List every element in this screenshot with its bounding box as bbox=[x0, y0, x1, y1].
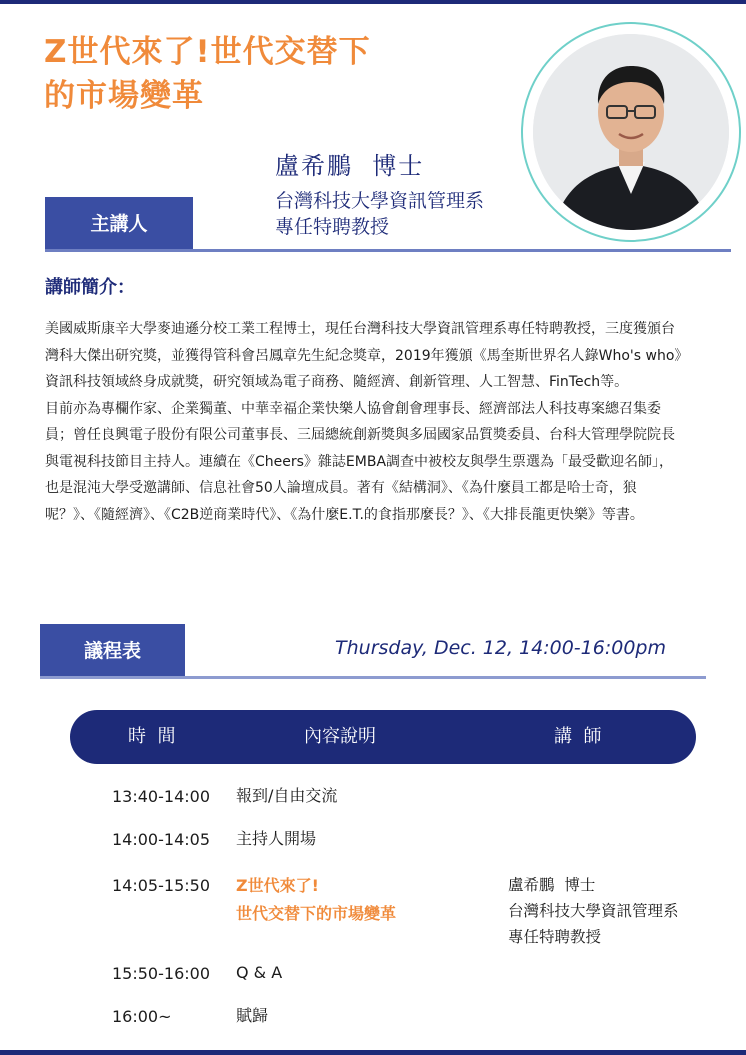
bio-paragraph-2: 目前亦為專欄作家、企業獨董、中華幸福企業快樂人協會創會理事長、經濟部法人科技專案總召集委員；曾任良興電子股份有限公司董事長、三屆總統創新獎與多屆國家品質獎委員、台科大管理學院院長與電視科技節目主持人。連續在《Cheers》雜誌EMBA調查中被校友與學生票選為「最受歡迎名師」，也是混沌大學受邀講師、信息社會50人論壇成員。著有《結構洞》、《為什麼員工都是哈士奇，狼呢？》、《隨經濟》、《C2B逆商業時代》、《為什麼E.T.的食指那麼長？》、《大排長龍更快樂》等書。 bbox=[45, 400, 675, 523]
speaker-divider bbox=[45, 249, 731, 252]
agenda-table-header bbox=[70, 710, 696, 764]
row-content-line2: 世代交替下的市場變革 bbox=[236, 904, 397, 923]
header-content: 內容說明 bbox=[304, 726, 376, 747]
row-time: 16:00~ bbox=[112, 1007, 172, 1026]
header-speaker: 講 師 bbox=[554, 726, 602, 747]
row-speaker bbox=[508, 872, 679, 950]
bottom-border bbox=[0, 1050, 746, 1055]
agenda-label: 議程表 bbox=[40, 624, 185, 678]
row-content: 報到/自由交流 bbox=[236, 786, 338, 805]
event-title bbox=[44, 30, 464, 118]
row-speaker-line3: 專任特聘教授 bbox=[508, 928, 602, 946]
row-content: 主持人開場 bbox=[236, 829, 317, 848]
event-title-line2: 的市場變革 bbox=[44, 78, 204, 114]
row-time: 15:50-16:00 bbox=[112, 964, 210, 983]
bio-heading: 講師簡介： bbox=[45, 277, 135, 298]
speaker-portrait-icon bbox=[533, 34, 729, 230]
top-border bbox=[0, 0, 746, 4]
bio-text bbox=[45, 316, 685, 528]
agenda-date: Thursday, Dec. 12, 14:00-16:00pm bbox=[335, 637, 666, 659]
bio-paragraph-1: 美國威斯康辛大學麥迪遜分校工業工程博士，現任台灣科技大學資訊管理系專任特聘教授，三度獲頒台灣科大傑出研究獎，並獲得管科會呂鳳章先生紀念獎章，2019年獲頒《馬奎斯世界名人錄Who's who》資訊科技領域終身成就獎，研究領域為電子商務、隨經濟、創新管理、人工智慧、FinTech等。 bbox=[45, 321, 682, 390]
event-title-line1: Z世代來了!世代交替下 bbox=[44, 34, 371, 70]
row-speaker-line1: 盧希鵬 博士 bbox=[508, 876, 596, 894]
row-time: 14:00-14:05 bbox=[112, 830, 210, 849]
speaker-photo bbox=[533, 34, 729, 230]
speaker-label: 主講人 bbox=[45, 197, 193, 251]
speaker-affiliation-line1: 台灣科技大學資訊管理系 bbox=[275, 190, 485, 212]
row-time: 14:05-15:50 bbox=[112, 876, 210, 895]
agenda-divider bbox=[40, 676, 706, 679]
speaker-affiliation-line2: 專任特聘教授 bbox=[275, 216, 390, 238]
header-time: 時 間 bbox=[128, 726, 176, 747]
row-content: 賦歸 bbox=[236, 1006, 269, 1025]
row-content: Q & A bbox=[236, 963, 283, 982]
row-time: 13:40-14:00 bbox=[112, 787, 210, 806]
speaker-affiliation bbox=[275, 188, 484, 240]
speaker-name: 盧希鵬 博士 bbox=[275, 152, 425, 180]
row-content-line1: Z世代來了! bbox=[236, 876, 319, 895]
row-speaker-line2: 台灣科技大學資訊管理系 bbox=[508, 902, 679, 920]
row-content-highlight bbox=[236, 872, 396, 928]
